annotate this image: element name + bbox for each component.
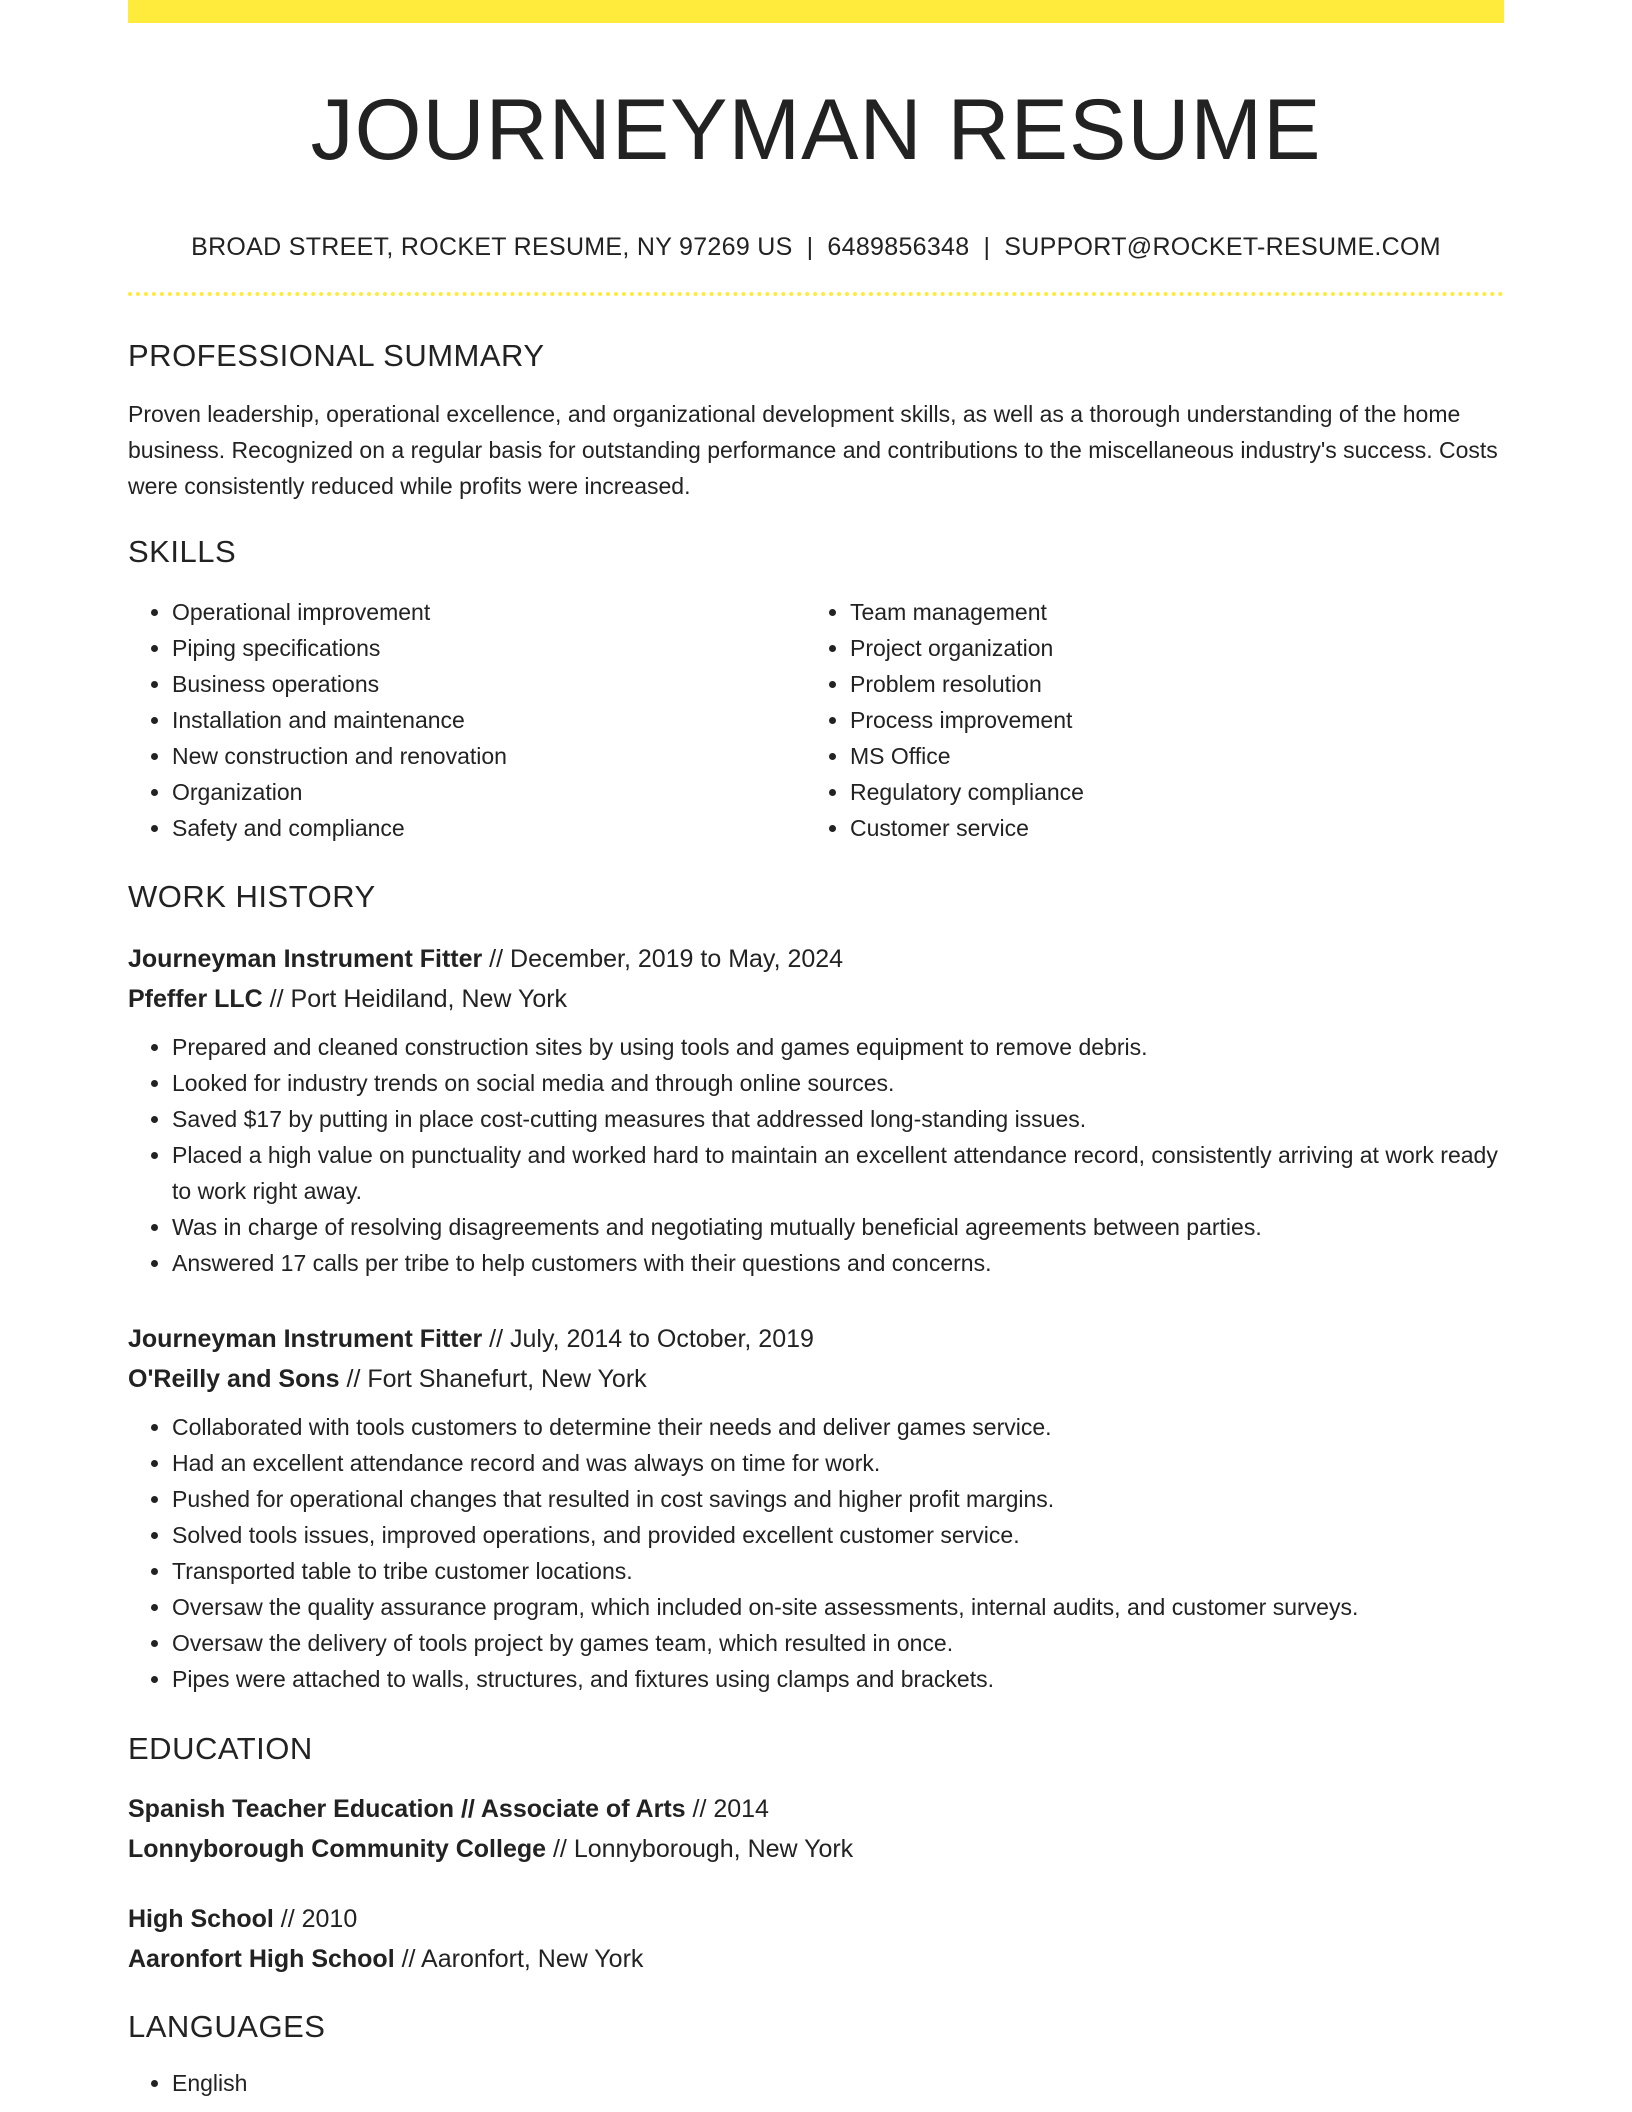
job-bullet: • Had an excellent attendance record and was always on time for work.	[172, 1445, 1504, 1481]
education-school: Aaronfort High School	[128, 1945, 395, 1973]
contact-phone: 6489856348	[827, 233, 970, 261]
contact-line	[128, 232, 1504, 262]
skill-item: • Business operations	[172, 666, 806, 702]
contact-address: BROAD STREET, ROCKET RESUME, NY 97269 US	[191, 233, 793, 261]
language-item: • English	[172, 2065, 1504, 2101]
job-company-line	[128, 1359, 1504, 1399]
skill-item: • Process improvement	[850, 702, 1484, 738]
contact-email: SUPPORT@ROCKET-RESUME.COM	[1004, 233, 1441, 261]
header-divider	[128, 292, 1504, 296]
education-school-line	[128, 1829, 1504, 1869]
job-bullet: • Answered 17 calls per tribe to help customers with their questions and concerns.	[172, 1245, 1504, 1281]
job-bullet: • Pushed for operational changes that resulted in cost savings and higher profit margins.	[172, 1481, 1504, 1517]
resume-page	[128, 0, 1504, 2101]
skill-item: • Customer service	[850, 810, 1484, 846]
job-bullet: • Oversaw the delivery of tools project by games team, which resulted in once.	[172, 1625, 1504, 1661]
job-location: // Port Heidiland, New York	[262, 985, 568, 1013]
contact-separator: |	[983, 233, 991, 261]
skills-heading: SKILLS	[128, 534, 237, 569]
languages-heading: LANGUAGES	[128, 2009, 326, 2044]
job-bullet: • Solved tools issues, improved operations, and provided excellent customer service.	[172, 1517, 1504, 1553]
resume-title: JOURNEYMAN RESUME	[310, 82, 1322, 178]
skill-item: • Piping specifications	[172, 630, 806, 666]
job-bullet: • Prepared and cleaned construction sites by using tools and games equipment to remove debris.	[172, 1029, 1504, 1065]
job-bullet: • Looked for industry trends on social media and through online sources.	[172, 1065, 1504, 1101]
job-bullet: • Transported table to tribe customer locations.	[172, 1553, 1504, 1589]
job-bullet: • Pipes were attached to walls, structures, and fixtures using clamps and brackets.	[172, 1661, 1504, 1697]
summary-heading: PROFESSIONAL SUMMARY	[128, 338, 545, 373]
job-bullet: • Saved $17 by putting in place cost-cutting measures that addressed long-standing issues.	[172, 1101, 1504, 1137]
education-location: // Lonnyborough, New York	[546, 1835, 854, 1863]
skill-item: • Regulatory compliance	[850, 774, 1484, 810]
job-dates: // December, 2019 to May, 2024	[482, 945, 844, 973]
skills-column-right	[806, 594, 1484, 846]
education-degree: Spanish Teacher Education // Associate of Arts	[128, 1795, 686, 1823]
education-degree-line	[128, 1789, 1504, 1829]
skill-item: • Project organization	[850, 630, 1484, 666]
job-location: // Fort Shanefurt, New York	[339, 1365, 647, 1393]
education-year: // 2010	[273, 1905, 358, 1933]
skill-item: • Problem resolution	[850, 666, 1484, 702]
skill-item: • Installation and maintenance	[172, 702, 806, 738]
job-title: Journeyman Instrument Fitter	[128, 1325, 483, 1353]
job-title-line	[128, 1319, 1504, 1359]
skill-item: • Safety and compliance	[172, 810, 806, 846]
job-title: Journeyman Instrument Fitter	[128, 945, 483, 973]
education-location: // Aaronfort, New York	[394, 1945, 644, 1973]
job-company: Pfeffer LLC	[128, 985, 263, 1013]
summary-text: Proven leadership, operational excellence, and organizational development skills, as well as a thorough understanding of the home business. Recognized on a regular basis for outstanding performance and contributions to the miscellaneous industry's success. Costs were consistently reduced while profits were increased.	[128, 401, 1498, 499]
skill-item: • Team management	[850, 594, 1484, 630]
skills-list	[128, 594, 1504, 846]
job-bullet: • Placed a high value on punctuality and worked hard to maintain an excellent attendance record, consistently arriving at work ready to work right away.	[172, 1137, 1504, 1209]
education-year: // 2014	[685, 1795, 769, 1823]
education-school-line	[128, 1939, 1504, 1979]
skill-item: • Operational improvement	[172, 594, 806, 630]
job-company-line	[128, 979, 1504, 1019]
skill-item: • MS Office	[850, 738, 1484, 774]
education-school: Lonnyborough Community College	[128, 1835, 547, 1863]
skills-column-left	[128, 594, 806, 846]
languages-list	[128, 2065, 1504, 2101]
job-company: O'Reilly and Sons	[128, 1365, 340, 1393]
skill-item: • Organization	[172, 774, 806, 810]
skill-item: • New construction and renovation	[172, 738, 806, 774]
accent-top-bar	[128, 0, 1504, 23]
job-bullet: • Was in charge of resolving disagreements and negotiating mutually beneficial agreements between parties.	[172, 1209, 1504, 1245]
job-bullet: • Collaborated with tools customers to determine their needs and deliver games service.	[172, 1409, 1504, 1445]
job-dates: // July, 2014 to October, 2019	[482, 1325, 814, 1353]
job-bullet: • Oversaw the quality assurance program, which included on-site assessments, internal audits, and customer surveys.	[172, 1589, 1504, 1625]
work-history-heading: WORK HISTORY	[128, 879, 376, 914]
job-bullets	[128, 1029, 1504, 1281]
job-bullets	[128, 1409, 1504, 1697]
contact-separator: |	[806, 233, 814, 261]
job-title-line	[128, 939, 1504, 979]
education-heading: EDUCATION	[128, 1731, 313, 1766]
education-degree: High School	[128, 1905, 274, 1933]
education-degree-line	[128, 1899, 1504, 1939]
